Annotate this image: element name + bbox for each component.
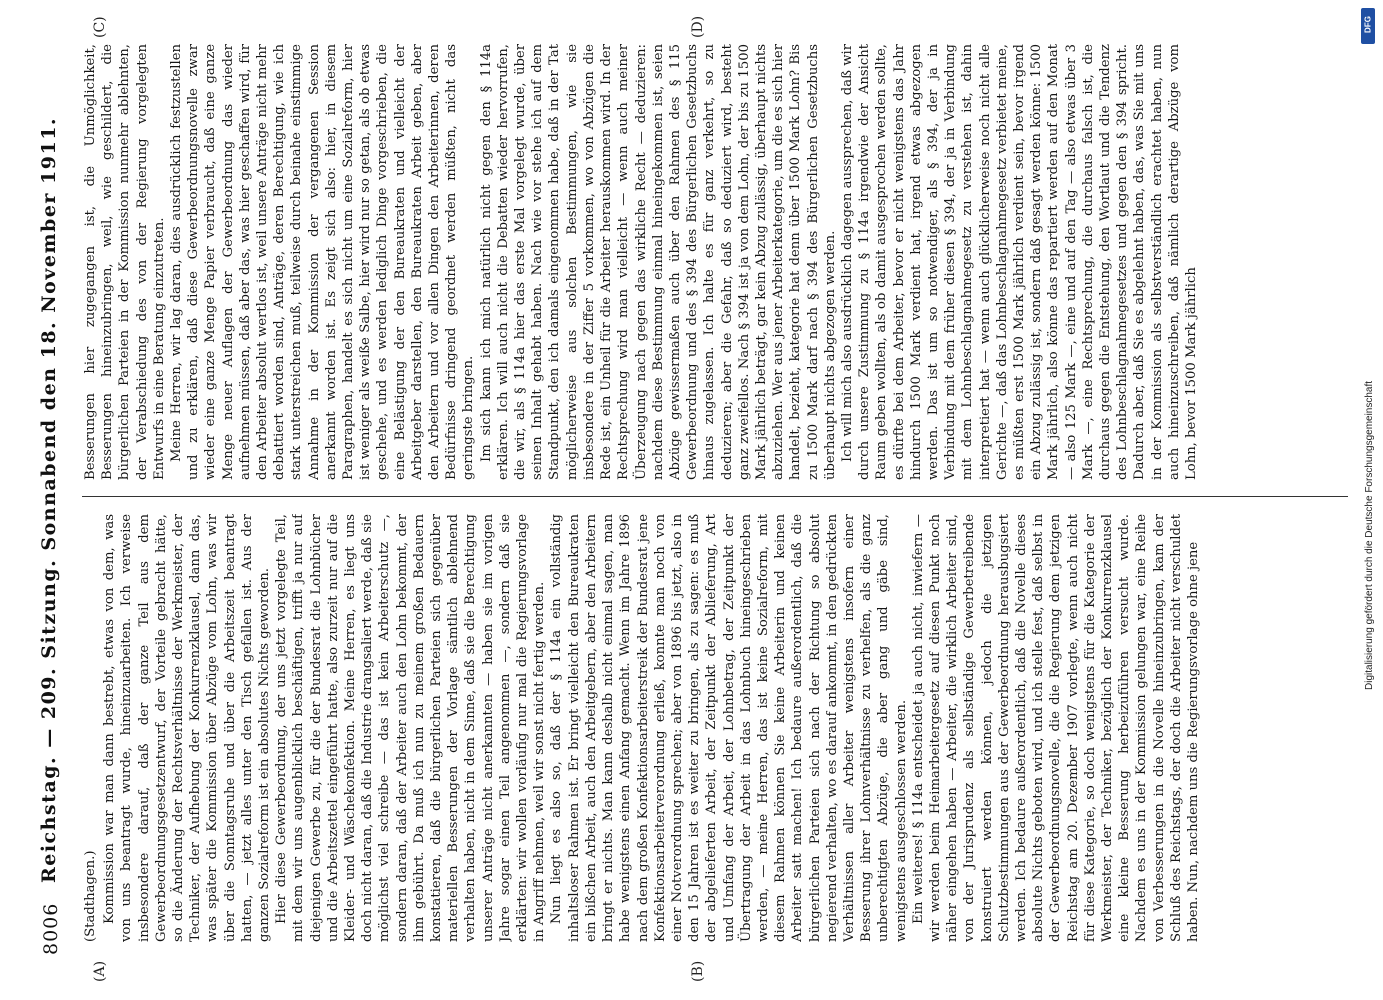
digitization-credit-text: Digitalisierung gefördert durch die Deutsche Forschungsgemeinschaft	[1364, 380, 1375, 690]
margin-marker-b: (B)	[690, 960, 706, 982]
left-paragraph-2: Hier diese Gewerbeordnung, der uns jetzt vorgelegte Teil, mit dem wir uns augenblicklich beschäftigen, trifft ja nur auf diejenigen Gewerbe zu, für die der Bundesrat die Lohnbücher und die Arbeitszettel eingeführt hatte, also zurzeit nur auf die Kleider- und Wäschekonfektion. Meine Herren, es liegt uns doch nicht daran, daß die Industrie drangsaliert werde, daß sie möglichst viel schreibe — das ist kein Arbeiterschutz —, sondern daran, daß der Arbeiter auch den Lohn bekommt, der ihm gebührt. Da muß ich nun zu meinem großen Bedauern konstatieren, daß die bürgerlichen Parteien sich gegenüber materiellen Besserungen der Vorlage sämtlich ablehnend verhalten haben, nicht in dem Sinne, daß sie die Berechtigung unserer Anträge nicht anerkannten — haben sie im vorigen Jahre sogar einen Teil angenommen —, sondern daß sie erklärten: wir wollen vorläufig nur mal die Regierungsvorlage in Angriff nehmen, weil wir sonst nicht fertig werden.	[274, 514, 548, 942]
column-divider	[82, 496, 1348, 497]
speaker-note: (Stadthagen.)	[83, 850, 98, 942]
margin-marker-d: (D)	[690, 15, 706, 38]
digitization-credit	[1355, 10, 1377, 990]
left-column	[82, 514, 1348, 942]
margin-marker-c: (C)	[92, 16, 108, 38]
left-paragraph-1: Kommission war man dann bestrebt, etwas von dem, was von uns beantragt wurde, hineinzuarbeiten. Ich verweise insbesondere darauf, daß der ganze Teil aus dem Gewerbeordnungsgesetzentwurf, der Vorteile gebracht hätte, so die Änderung der Rechtsverhältnisse der Werkmeister, der Techniker, der Aufhebung der Konkurrenzklausel, dann das, was später die Kommission über Abzüge vom Lohn, was wir über die Sonntagsruhe und über die Arbeitszeit beantragt hatten, — jetzt alles unter den Tisch gefallen ist. Aus der ganzen Sozialreform ist ein absolutes Nichts geworden.	[102, 514, 273, 942]
right-paragraph-2: Meine Herren, wir lag daran, dies ausdrücklich festzustellen und zu erklären, daß diese Gewerbeordnungsnovelle zwar wieder eine ganze Menge Papier verbraucht, daß eine ganze Menge neuer Auflagen der Gewerbeordnung das wieder aufnehmen müssen, daß aber das, was hier geschaffen wird, für den Arbeiter absolut wertlos ist, weil unsere Anträge nicht mehr debattiert worden sind, Anträge, deren Berechtigung, wie ich stark unterstreichen muß, teilweise durch beinahe einstimmige Annahme in der Kommission der vergangenen Session anerkannt worden ist. Es zeigt sich also: hier, in diesem Paragraphen, handelt es sich nicht um eine Sozialreform, hier ist weniger als weiße Salbe, hier wird nur so getan, als ob etwas geschehe, und es werden lediglich Dinge vorgeschrieben, die eine Belästigung der den Bureaukraten und vielleicht der Arbeitgeber darstellen, den Bureaukraten Arbeit geben, aber den Arbeitern und vor allen Dingen den Arbeiterinnen, deren Bedürfnisse dringend geordnet werden müßten, nicht das geringste bringen.	[169, 44, 477, 480]
right-paragraph-3: Im sich kann ich mich natürlich nicht gegen den § 114a erklären. Ich will auch nicht die Debatten wieder hervorrufen, die wir, als § 114a hier das erste Mal vorgelegt wurde, über seinen Inhalt gehabt haben. Nach wie vor stehe ich auf dem Standpunkt, den ich damals eingenommen habe, daß in der Tat möglicherweise aus solchen Bestimmungen, wie sie insbesondere in der Ziffer 5 vorkommen, wo von Abzügen die Rede ist, ein Unheil für die Arbeiter herauskommen wird. In der Rechtsprechung wird man vielleicht — wenn auch meiner Überzeugung nach gegen das wirkliche Recht — deduzieren: nachdem diese Bestimmung einmal hineingekommen ist, seien Abzüge gewissermaßen auch über den Rahmen des § 115 Gewerbeordnung und des § 394 des Bürgerlichen Gesetzbuchs hinaus zugelassen. Ich halte es für ganz verkehrt, so zu deduzieren; aber die Gefahr, daß so deduziert wird, besteht ganz zweifellos. Nach § 394 ist ja von dem Lohn, der bis zu 1500 Mark jährlich beträgt, gar kein Abzug zulässig, überhaupt nichts abzuziehen. Wer aus jener Arbeiterkategorie, um die es sich hier handelt, bezieht, kategorie hat denn über 1500 Mark Lohn? Bis zu 1500 Mark darf nach § 394 des Bürgerlichen Gesetzbuchs überhaupt nichts abgezogen werden.	[478, 44, 838, 480]
right-paragraph-4: Ich will mich also ausdrücklich dagegen aussprechen, daß wir durch unsere Zustimmung zu § 114a irgendwie der Ansicht Raum geben wollten, als ob damit ausgesprochen werden sollte, es dürfte bei dem Arbeiter, bevor er nicht wenigstens das Jahr hindurch 1500 Mark verdient hat, irgend etwas abgezogen werden. Das ist um so notwendiger, als § 394, der ja in Verbindung mit dem früher diesen § 394, der ja in Verbindung mit dem Lohnbeschlagnahmegesetz zu verstehen ist, dahin interpretiert hat — wenn auch glücklicherweise noch nicht alle Gerichte —, daß das Lohnbeschlagnahmegesetz verbietet meine, es müßten erst 1500 Mark jährlich verdient sein, bevor irgend ein Abzug zulässig ist, sondern daß gesagt werden könne: 1500 Mark jährlich, also könne das repartiert werden auf den Monat — also 125 Mark —, eine und auf den Tag — also etwas über 3 Mark —, eine Rechtsprechung, die durchaus falsch ist, die durchaus gegen die Entstehung, den Wortlaut und die Tendenz des Lohnbeschlagnahmegesetzes und gegen den § 394 spricht. Dadurch aber, daß Sie es abgelehnt haben, das, was Sie mit uns in der Kommission als selbstverständlich erachtet haben, nun auch hineinzuschreiben, daß nämlich derartige Abzüge vom Lohn, bevor 1500 Mark jährlich	[839, 44, 1199, 480]
left-paragraph-4: Ein weiteres! § 114a entscheidet ja auch nicht, inwiefern — wir werden beim Heimarbeitergesetz auf diesen Punkt noch näher eingehen haben — Arbeiter, die wirklich Arbeiter sind, von der Jurisprudenz als selbständige Gewerbetreibende konstruiert werden können, jedoch die jetzigen Schutzbestimmungen aus der Gewerbeordnung herausbugsiert werden. Ich bedaure außerordentlich, daß die Novelle dieses absolute Nichts geboten wird, und ich stelle fest, daß selbst in der Gewerbeordnungsnovelle, die die Regierung dem jetzigen Reichstag am 20. Dezember 1907 vorlegte, wenn auch nicht für diese Kategorie, so doch wenigstens für die Kategorie der Werkmeister, der Techniker, bezüglich der Konkurrenzklausel eine kleine Besserung herbeizuführen versucht wurde. Nachdem es uns in der Kommission gelungen war, eine Reihe von Verbesserungen in die Novelle hineinzubringen, kam der Schluß des Reichstags, der doch die Arbeiter nicht verschuldet haben. Nun, nachdem uns die Regierungsvorlage ohne jene	[910, 514, 1201, 942]
right-column	[82, 44, 1348, 480]
right-paragraph-1: Besserungen hier zugegangen ist, die Unmöglichkeit, Besserungen hineinzubringen, weil, wie geschildert, die bürgerlichen Parteien in der Kommission nunmehr ablehnten, der Verabschiedung des von der Regierung vorgelegten Entwurfs in eine Beratung einzutreten.	[83, 44, 167, 480]
running-title: Reichstag. — 209. Sitzung. Sonnabend den 18. November 1911.	[38, 116, 60, 884]
page-number: 8006	[40, 902, 62, 955]
page-header	[38, 45, 68, 955]
dfg-logo-text: DFG	[1363, 16, 1373, 33]
margin-marker-a: (A)	[92, 960, 108, 982]
left-paragraph-3: Nun liegt es also so, daß der § 114a ein vollständig inhaltsloser Rahmen ist. Er bringt vielleicht den Bureaukraten ein bißchen Arbeit, auch den Arbeitgebern, aber den Arbeitern bringt er nichts. Man kann deshalb nicht einmal sagen, man habe wenigstens einen Anfang gemacht. Wenn im Jahre 1896 nach dem großen Konfektionsarbeiterstreik der Bundesrat jene Konfektionsarbeiterverordnung erließ, konnte man noch von einer Notverordnung sprechen; aber von 1896 bis jetzt, also in den 15 Jahren ist es weiter zu bringen, als zu sagen: es muß der abgelieferten Arbeit, der Zeitpunkt der Ablieferung, Art und Umfang der Arbeit, der Lohnbetrag, der Zeitpunkt der Übertragung der Arbeit in das Lohnbuch hineingeschrieben werden, — meine Herren, das ist keine Sozialreform, mit diesem Rahmen können Sie keine Arbeiterin und keinen Arbeiter satt machen! Ich bedaure außerordentlich, daß die bürgerlichen Parteien sich nach der Richtung so absolut negierend verhalten, wo es darauf ankommt, in den gedrückten Verhältnissen aller Arbeiter wenigstens insofern einer Besserung ihrer Lohnverhältnisse zu verhelfen, als die ganz unberechtigten Abzüge, die aber gang und gäbe sind, wenigstens ausgeschlossen werden.	[549, 514, 909, 942]
